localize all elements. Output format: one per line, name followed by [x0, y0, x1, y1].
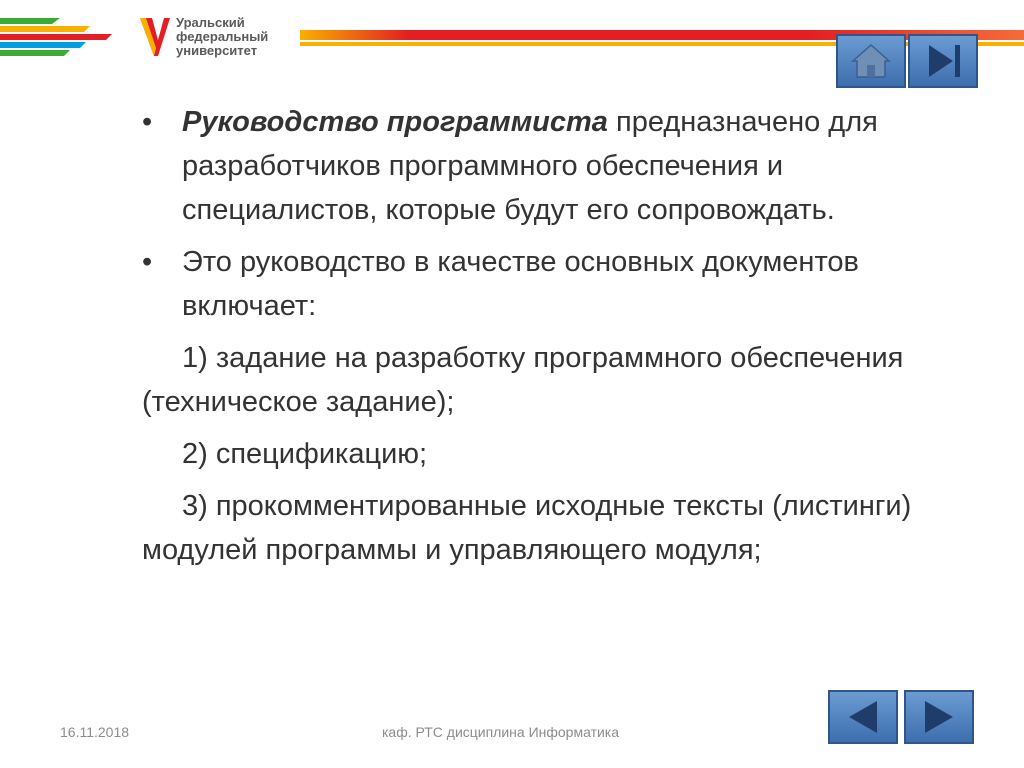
previous-slide-button[interactable]: [828, 690, 898, 744]
university-logo: [138, 14, 308, 64]
list-item-2: [142, 432, 942, 476]
next-slide-button[interactable]: [904, 690, 974, 744]
logo-text: [176, 16, 268, 58]
arrow-right-icon: [917, 697, 961, 737]
bullet-text: Это руководство в качестве основных документов включает:: [182, 246, 859, 322]
list-item-text: 2) спецификацию;: [182, 438, 428, 470]
bullet-item-2: [142, 240, 942, 328]
logo-line-1: Уральский: [176, 15, 245, 30]
footer-caption: каф. РТС дисциплина Информатика: [382, 724, 620, 740]
logo-line-2: федеральный: [176, 29, 269, 44]
list-item-text: 3) прокомментированные исходные тексты (листинги) модулей программы и управляющего модуля;: [142, 490, 912, 566]
list-item-3: [142, 484, 942, 572]
last-slide-button[interactable]: [908, 34, 978, 88]
logo-line-3: университет: [176, 43, 258, 58]
home-icon: [849, 41, 893, 81]
last-slide-icon: [921, 41, 965, 81]
bullet-marker: •: [142, 246, 153, 278]
decorative-stripes: [0, 0, 120, 62]
urfu-logo-icon: [138, 14, 172, 60]
footer-date: 16.11.2018: [60, 724, 130, 740]
slide-content: [142, 100, 942, 580]
bold-term: Руководство программиста: [182, 106, 608, 138]
bullet-item-1: [142, 100, 942, 232]
bullet-marker: •: [142, 106, 153, 138]
list-item-1: [142, 336, 942, 424]
list-item-text: 1) задание на разработку программного обеспечения (техническое задание);: [142, 342, 904, 418]
arrow-left-icon: [841, 697, 885, 737]
bullet-text: предназначено для разработчиков программного обеспечения и специалистов, которые будут его сопровождать.: [182, 106, 878, 226]
home-button[interactable]: [836, 34, 906, 88]
